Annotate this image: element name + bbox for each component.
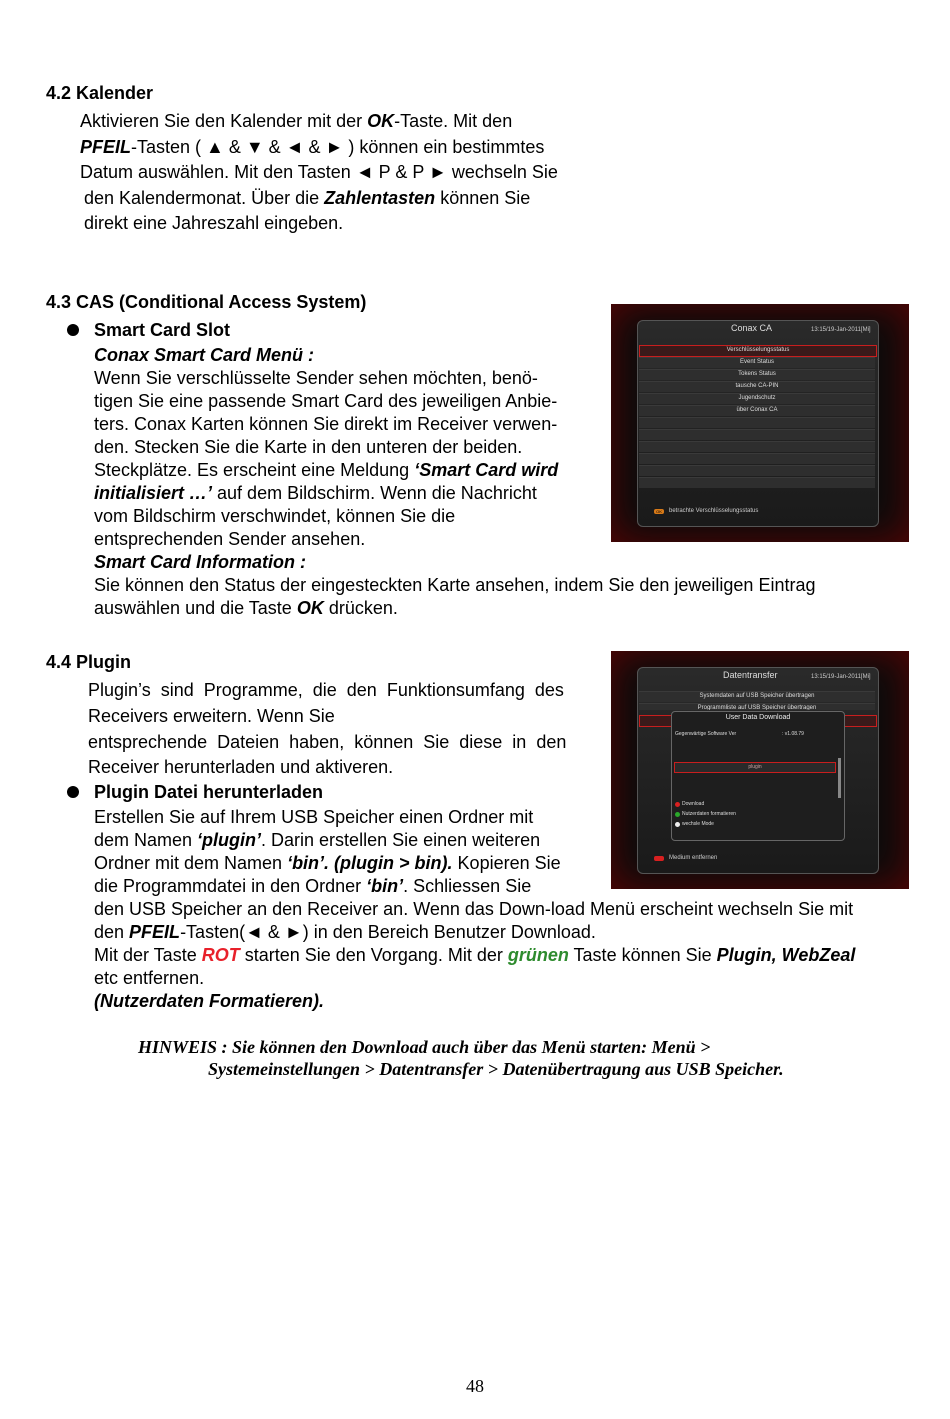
screen-title: Conax CA [731, 323, 773, 333]
option-download[interactable]: Download [682, 801, 705, 807]
paragraph-line: Receiver herunterladen und aktiveren. [88, 757, 394, 777]
note-line-1: HINWEIS : Sie können den Download auch über das Menü starten: Menü > [138, 1037, 711, 1057]
menu-item-empty [639, 465, 875, 476]
conax-ca-screenshot [611, 304, 909, 542]
screen-footer: betrachte Verschlüsselungsstatus [669, 508, 759, 514]
paragraph-line: Steckplätze. Es erscheint eine Meldung ‘Smart Card wird [94, 460, 559, 480]
paragraph-line: Mit der Taste ROT starten Sie den Vorgang. Mit der grünen Taste können Sie Plugin, WebZeal [94, 945, 856, 965]
scrollbar[interactable] [838, 758, 841, 798]
paragraph-line: direkt eine Jahreszahl eingeben. [84, 213, 344, 233]
paragraph-line: dem Namen ‘plugin’. Darin erstellen Sie einen weiteren [94, 830, 541, 850]
paragraph-line: den Kalendermonat. Über die Zahlentasten können Sie [84, 188, 531, 208]
paragraph-line: Datum auswählen. Mit den Tasten ◄ P & P ► wechseln Sie [80, 162, 558, 182]
paragraph-line: Sie können den Status der eingesteckten Karte ansehen, indem Sie den jeweiligen Eintrag [94, 575, 816, 595]
bullet-icon [67, 786, 79, 798]
paragraph-line: Ordner mit dem Namen ‘bin’. (plugin > bin). Kopieren Sie [94, 853, 561, 873]
menu-item[interactable]: über Conax CA [639, 405, 875, 416]
option-format[interactable]: Nutzerdaten formatieren [682, 811, 736, 817]
bullet-heading: Smart Card Slot [94, 320, 231, 340]
datentransfer-screenshot [611, 651, 909, 889]
menu-item-empty [639, 417, 875, 428]
paragraph-line: entsprechenden Sender ansehen. [94, 529, 366, 549]
screen-title: Datentransfer [723, 670, 778, 680]
screen-clock: 13:15/19-Jan-2011[Mi] [811, 327, 871, 333]
paragraph-line: etc entfernen. [94, 968, 205, 988]
page-number: 48 [466, 1376, 484, 1396]
paragraph-line: initialisiert …’ auf dem Bildschirm. Wenn die Nachricht [94, 483, 537, 503]
menu-item-selected[interactable]: Verschlüsselungsstatus [639, 345, 877, 357]
section-4-4-heading: 4.4 Plugin [46, 652, 132, 672]
paragraph-line: (Nutzerdaten Formatieren). [94, 991, 325, 1011]
white-button-icon [675, 822, 680, 827]
ok-button-icon: OK [654, 509, 664, 514]
section-4-2-heading: 4.2 Kalender [46, 83, 154, 103]
menu-item[interactable]: tausche CA-PIN [639, 381, 875, 392]
dialog-title: User Data Download [725, 714, 791, 721]
plugin-field[interactable]: plugin [674, 762, 836, 773]
menu-item-empty [639, 441, 875, 452]
screen-footer: Medium entfernen [669, 855, 718, 861]
paragraph-line: den. Stecken Sie die Karte in den unteren der beiden. [94, 437, 523, 457]
menu-item-empty [639, 429, 875, 440]
software-version-label: Gegenwärtige Software Ver [675, 731, 737, 737]
menu-item-empty [639, 453, 875, 464]
menu-item[interactable]: Programmliste auf USB Speicher übertragen [639, 703, 875, 710]
subheading: Conax Smart Card Menü : [94, 345, 315, 365]
paragraph-line: Receivers erweitern. Wenn Sie [88, 706, 335, 726]
bullet-heading: Plugin Datei herunterladen [94, 782, 324, 802]
paragraph-line: vom Bildschirm verschwindet, können Sie die [94, 506, 456, 526]
paragraph-line: die Programmdatei in den Ordner ‘bin’. Schliessen Sie [94, 876, 532, 896]
menu-item[interactable]: Jugendschutz [639, 393, 875, 404]
paragraph-line: entsprechende Dateien haben, können Sie diese in den [88, 732, 567, 752]
section-4-3-heading: 4.3 CAS (Conditional Access System) [46, 292, 367, 312]
paragraph-line: auswählen und die Taste OK drücken. [94, 598, 398, 618]
subheading: Smart Card Information : [94, 552, 307, 572]
red-button-icon [675, 802, 680, 807]
user-data-download-dialog [671, 711, 845, 841]
paragraph-line: den USB Speicher an den Receiver an. Wenn das Down-load Menü erscheint wechseln Sie mit [94, 899, 854, 919]
bullet-icon [67, 324, 79, 336]
paragraph-line: Wenn Sie verschlüsselte Sender sehen möchten, benö- [94, 368, 538, 388]
paragraph-line: ters. Conax Karten können Sie direkt im Receiver verwen- [94, 414, 558, 434]
menu-item-empty [639, 477, 875, 488]
paragraph-line: Aktivieren Sie den Kalender mit der OK-Taste. Mit den [80, 111, 513, 131]
red-button-icon [654, 856, 664, 861]
paragraph-line: Plugin’s sind Programme, die den Funktionsumfang des [88, 680, 564, 700]
paragraph-line: Erstellen Sie auf Ihrem USB Speicher einen Ordner mit [94, 807, 534, 827]
menu-item[interactable]: Event Status [639, 357, 875, 368]
menu-item[interactable]: Systemdaten auf USB Speicher übertragen [639, 691, 875, 702]
note-line-2: Systemeinstellungen > Datentransfer > Datenübertragung aus USB Speicher. [208, 1059, 784, 1079]
option-mode[interactable]: wechsle Mode [682, 821, 714, 827]
green-button-icon [675, 812, 680, 817]
screen-clock: 13:15/19-Jan-2011[Mi] [811, 674, 871, 680]
paragraph-line: PFEIL-Tasten ( ▲ & ▼ & ◄ & ► ) können ein bestimmtes [80, 137, 545, 157]
menu-item[interactable]: Tokens Status [639, 369, 875, 380]
paragraph-line: den PFEIL-Tasten(◄ & ►) in den Bereich Benutzer Download. [94, 922, 596, 942]
software-version-value: : v1.08.79 [782, 731, 804, 737]
paragraph-line: tigen Sie eine passende Smart Card des jeweiligen Anbie- [94, 391, 558, 411]
